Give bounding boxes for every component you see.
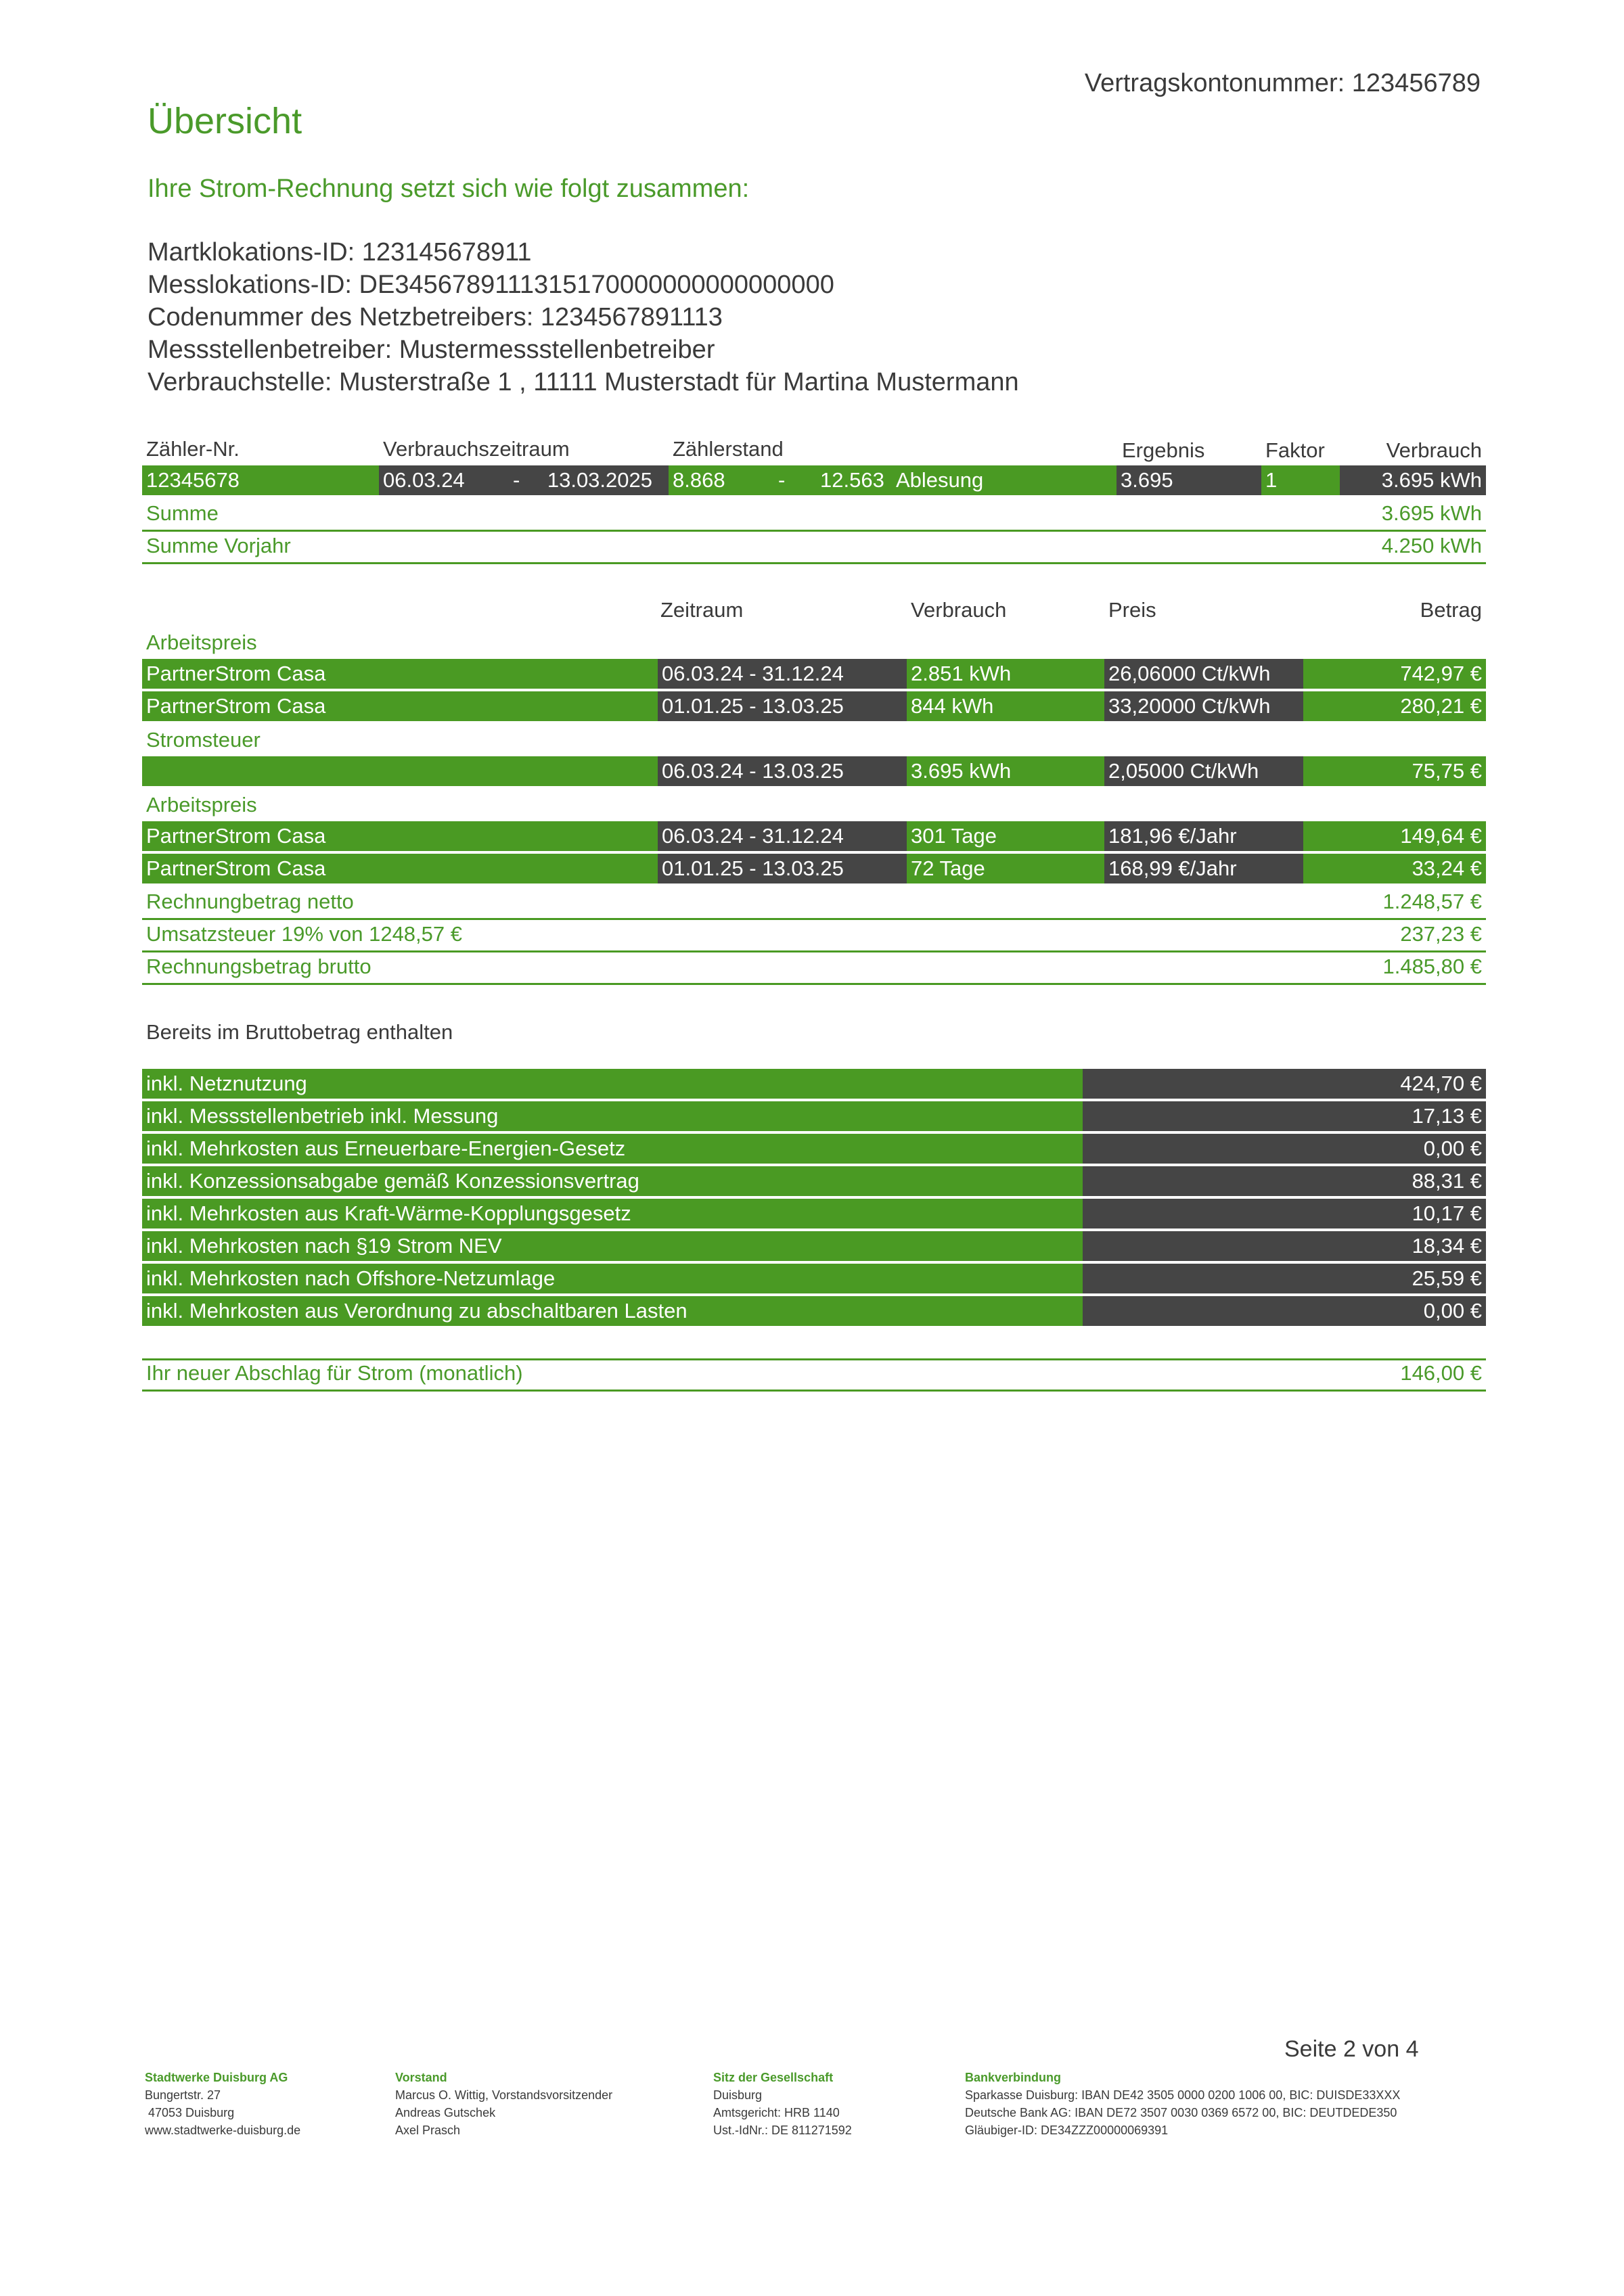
footer-line: Sparkasse Duisburg: IBAN DE42 3505 0000 0200 1006 00, BIC: DUISDE33XXX [965,2088,1401,2102]
included-label: inkl. Konzessionsabgabe gemäß Konzessionsvertrag [142,1166,1083,1196]
included-label: inkl. Mehrkosten nach Offshore-Netzumlage [142,1264,1083,1293]
included-label: inkl. Messstellenbetrieb inkl. Messung [142,1101,1083,1131]
included-label: inkl. Mehrkosten aus Verordnung zu abschaltbaren Lasten [142,1296,1083,1326]
row-price: 181,96 €/Jahr [1104,821,1303,851]
footer-office-heading: Sitz der Gesellschaft [713,2071,834,2084]
reading-to: 12.563 [820,468,884,492]
included-title: Bereits im Bruttobetrag enthalten [146,1020,453,1044]
footer-line: Andreas Gutschek [395,2106,496,2119]
row-price: 168,99 €/Jahr [1104,854,1303,883]
row-period: 06.03.24 - 31.12.24 [658,659,907,689]
contract-account-number: Vertragskontonummer: 123456789 [1084,69,1481,97]
footer-line: Gläubiger-ID: DE34ZZZ00000069391 [965,2123,1169,2137]
reading-dash: - [778,468,786,492]
section-label-electricity-tax: Stromsteuer [146,728,261,752]
divider [142,918,1486,920]
period-dash: - [513,468,520,492]
meter-period [379,465,669,495]
footer-bank [965,2069,1400,2139]
header-period: Zeitraum [660,598,744,622]
vat-label: Umsatzsteuer 19% von 1248,57 € [146,922,462,946]
divider [142,950,1486,952]
included-value: 0,00 € [1083,1134,1486,1164]
divider [142,983,1486,985]
footer-registered-office [713,2069,852,2139]
included-label: inkl. Mehrkosten aus Kraft-Wärme-Kopplungsgesetz [142,1199,1083,1229]
row-period: 01.01.25 - 13.03.25 [658,854,907,883]
row-period: 06.03.24 - 13.03.25 [658,756,907,786]
header-consumption-period: Verbrauchszeitraum [383,437,570,461]
footer-line: Axel Prasch [395,2123,461,2137]
period-to: 13.03.2025 [547,468,652,492]
period-from: 06.03.24 [383,468,465,492]
row-price: 26,06000 Ct/kWh [1104,659,1303,689]
sum-label: Summe [146,501,219,525]
row-consumption: 2.851 kWh [907,659,1104,689]
tariff-name: PartnerStrom Casa [142,659,658,689]
sum-value: 3.695 kWh [1381,501,1482,525]
included-value: 0,00 € [1083,1296,1486,1326]
previous-year-label: Summe Vorjahr [146,534,291,557]
included-value: 17,13 € [1083,1101,1486,1131]
reading-from: 8.868 [673,468,725,492]
row-consumption: 3.695 kWh [907,756,1104,786]
row-consumption: 844 kWh [907,691,1104,721]
header-amount: Betrag [1420,598,1482,622]
included-value: 88,31 € [1083,1166,1486,1196]
meter-reading [669,465,1116,495]
footer-website-link[interactable]: www.stadtwerke-duisburg.de [145,2123,301,2137]
gross-total-value: 1.485,80 € [1382,955,1482,978]
gross-total-label: Rechnungsbetrag brutto [146,955,371,978]
footer-line: Ust.-IdNr.: DE 811271592 [713,2123,852,2137]
header-meter-number: Zähler-Nr. [146,437,240,461]
previous-year-value: 4.250 kWh [1381,534,1482,557]
header-factor: Faktor [1265,438,1325,462]
section-label-energy-price: Arbeitspreis [146,630,257,654]
tariff-name [142,756,658,786]
meter-consumption: 3.695 kWh [1340,465,1486,495]
tariff-name: PartnerStrom Casa [142,691,658,721]
divider [142,1390,1486,1392]
installment-value: 146,00 € [1400,1361,1482,1385]
tariff-name: PartnerStrom Casa [142,854,658,883]
row-period: 01.01.25 - 13.03.25 [658,691,907,721]
page-subtitle: Ihre Strom-Rechnung setzt sich wie folgt zusammen: [148,175,750,203]
footer-line: Deutsche Bank AG: IBAN DE72 3507 0030 0369 6572 00, BIC: DEUTDEDE350 [965,2106,1397,2119]
metering-location-id: Messlokations-ID: DE3456789111315170000000000000000 [148,271,834,299]
footer-line: Bungertstr. 27 [145,2088,221,2102]
row-price: 33,20000 Ct/kWh [1104,691,1303,721]
header-result: Ergebnis [1122,438,1205,462]
grid-operator-code: Codenummer des Netzbetreibers: 1234567891113 [148,303,723,331]
row-amount: 742,97 € [1303,659,1486,689]
row-amount: 75,75 € [1303,756,1486,786]
divider [142,562,1486,564]
page-number: Seite 2 von 4 [1284,2036,1419,2062]
row-consumption: 72 Tage [907,854,1104,883]
row-period: 06.03.24 - 31.12.24 [658,821,907,851]
vat-value: 237,23 € [1400,922,1482,946]
tariff-name: PartnerStrom Casa [142,821,658,851]
header-price-consumption: Verbrauch [911,598,1007,622]
included-value: 25,59 € [1083,1264,1486,1293]
included-value: 18,34 € [1083,1231,1486,1261]
consumption-point: Verbrauchstelle: Musterstraße 1 , 11111 Musterstadt für Martina Mustermann [148,368,1019,396]
header-price: Preis [1108,598,1156,622]
footer-company-heading: Stadtwerke Duisburg AG [145,2071,288,2084]
footer-line: Duisburg [713,2088,763,2102]
included-value: 424,70 € [1083,1069,1486,1099]
section-label-base-price: Arbeitspreis [146,793,257,817]
reading-type: Ablesung [896,468,984,492]
market-location-id: Martklokations-ID: 123145678911 [148,238,532,267]
footer-line: 47053 Duisburg [145,2106,235,2119]
divider [142,1358,1486,1360]
meter-number: 12345678 [142,465,379,495]
meter-factor: 1 [1261,465,1340,495]
footer-line: Amtsgericht: HRB 1140 [713,2106,840,2119]
footer-company [145,2069,300,2139]
included-label: inkl. Mehrkosten nach §19 Strom NEV [142,1231,1083,1261]
row-consumption: 301 Tage [907,821,1104,851]
row-price: 2,05000 Ct/kWh [1104,756,1303,786]
page-title: Übersicht [148,101,302,141]
divider [142,530,1486,532]
header-consumption: Verbrauch [1386,438,1482,462]
meter-result: 3.695 [1116,465,1261,495]
net-total-value: 1.248,57 € [1382,890,1482,913]
installment-label: Ihr neuer Abschlag für Strom (monatlich) [146,1361,523,1385]
included-value: 10,17 € [1083,1199,1486,1229]
header-meter-reading: Zählerstand [673,437,784,461]
footer-board [395,2069,612,2139]
footer-bank-heading: Bankverbindung [965,2071,1062,2084]
included-label: inkl. Netznutzung [142,1069,1083,1099]
row-amount: 149,64 € [1303,821,1486,851]
included-label: inkl. Mehrkosten aus Erneuerbare-Energien-Gesetz [142,1134,1083,1164]
footer-line: Marcus O. Wittig, Vorstandsvorsitzender [395,2088,613,2102]
net-total-label: Rechnungbetrag netto [146,890,354,913]
footer-board-heading: Vorstand [395,2071,447,2084]
row-amount: 280,21 € [1303,691,1486,721]
metering-operator: Messstellenbetreiber: Mustermessstellenbetreiber [148,336,715,364]
row-amount: 33,24 € [1303,854,1486,883]
